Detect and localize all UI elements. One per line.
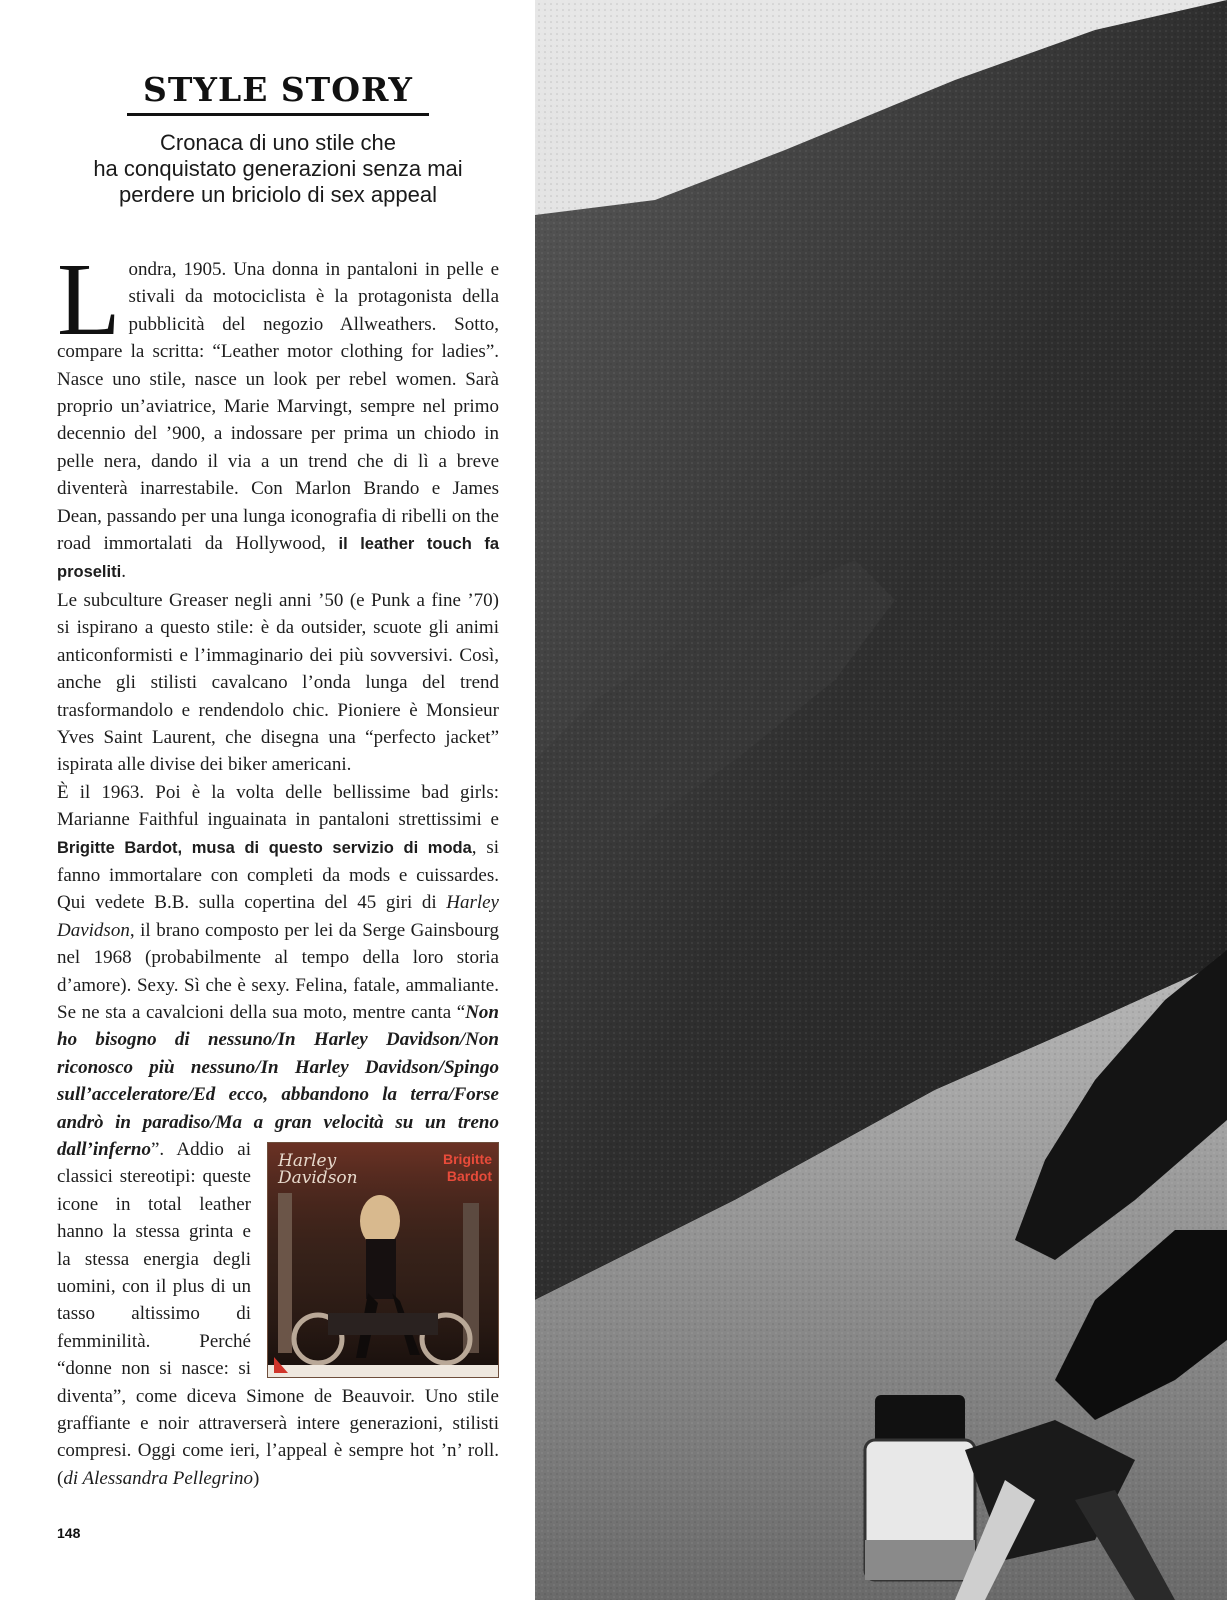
article-column <box>0 0 535 1600</box>
paragraph-1 <box>57 242 500 587</box>
article-body <box>57 242 500 1492</box>
record-cover-image <box>267 1142 499 1378</box>
text-run: ) <box>252 1467 260 1489</box>
bold-text-run: il leather touch fa proseliti <box>57 535 500 582</box>
cover-artist-line: Bardot <box>446 1168 492 1184</box>
section-kicker: STYLE STORY <box>143 70 413 109</box>
page-number: 148 <box>57 1525 81 1541</box>
deck-line: perdere un briciolo di sex appeal <box>119 182 437 207</box>
text-run: ”. Addio ai classici stereotipi: queste icone in total leather hanno la stessa grinta e la stessa energia degli uomini, con il plus di un tasso altissimo di femminilità. Perché “donne non si nasce: si diventa”, come diceva Simone de Beauvoir. Uno stile graffiante e noir attraverserà intere generazioni, stilisti compresi. Oggi come ieri, l’appeal è sempre hot ’n’ roll. ( <box>57 1139 499 1489</box>
lyrics-text-run: Non ho bisogno di nessuno/In Harley Davidson/Non riconosco più nessuno/In Harley Davidson/Spingo sull’acceleratore/Ed ecco, abbandono la terra/Forse andrò in paradiso/Ma a gran velocità su un treno dall’inferno <box>57 1001 499 1160</box>
article-deck <box>60 130 496 208</box>
paragraph-3 <box>57 779 499 1493</box>
record-cover-title <box>278 1153 378 1187</box>
byline: di Alessandra Pellegrino <box>63 1467 253 1489</box>
paragraph-2: Le subculture Greaser negli anni ’50 (e Punk a fine ’70) si ispirano a questo stile: è da outsider, scuote gli animi anticonformisti e l’immaginario dei più sovversivi. Così, anche gli stilisti cavalcano l’onda lunga del trend trasformandolo e rendendolo chic. Pioniere è Monsieur Yves Saint Laurent, che disegna una “perfecto jacket” ispirata alle divise dei biker americani. <box>57 589 499 776</box>
record-cover-artist <box>372 1151 492 1185</box>
text-run: . <box>121 561 126 583</box>
drop-cap: L <box>57 242 121 357</box>
text-run: È il 1963. Poi è la volta delle bellissime bad girls: Marianne Faithful inguainata in pantaloni strettissimi e <box>57 781 499 831</box>
cover-title-line: Harley <box>278 1151 337 1171</box>
text-run: , si fanno immortalare con completi da mods e cuissardes. Qui vedete B.B. sulla copertina del 45 giri di <box>57 836 499 914</box>
deck-line: Cronaca di uno stile che <box>159 130 397 155</box>
cover-artist-line: Brigitte <box>443 1151 492 1167</box>
photo-illustration <box>535 0 1227 1600</box>
text-run: , il brano composto per lei da Serge Gainsbourg nel 1968 (probabilmente al tempo della loro storia d’amore). Sexy. Sì che è sexy. Felina, fatale, ammaliante. Se ne sta a cavalcioni della sua moto, mentre canta “ <box>57 919 499 1023</box>
deck-line: ha conquistato generazioni senza mai <box>93 156 463 181</box>
cover-title-line: Davidson <box>278 1168 358 1188</box>
bold-text-run: Brigitte Bardot, musa di questo servizio di moda <box>57 838 472 857</box>
text-run: ondra, 1905. Una donna in pantaloni in pelle e stivali da motociclista è la protagonista della pubblicità del negozio Allweathers. Sotto, compare la scritta: “Leather motor clothing for ladies”. Nasce uno stile, nasce un look per rebel women. Sarà proprio un’aviatrice, Marie Marvingt, sempre nel primo decennio del ’900, a indossare per prima un chiodo in pelle nera, dando il via a un trend che di lì a breve diventerà inarrestabile. Con Marlon Brando e James Dean, passando per una lunga iconografia di ribelli on the road immortalati da Hollywood, <box>57 259 499 555</box>
kicker-underline <box>127 113 429 116</box>
hillside-motorcycle-photo <box>535 0 1227 1600</box>
italic-text-run: Harley Davidson <box>57 892 499 941</box>
